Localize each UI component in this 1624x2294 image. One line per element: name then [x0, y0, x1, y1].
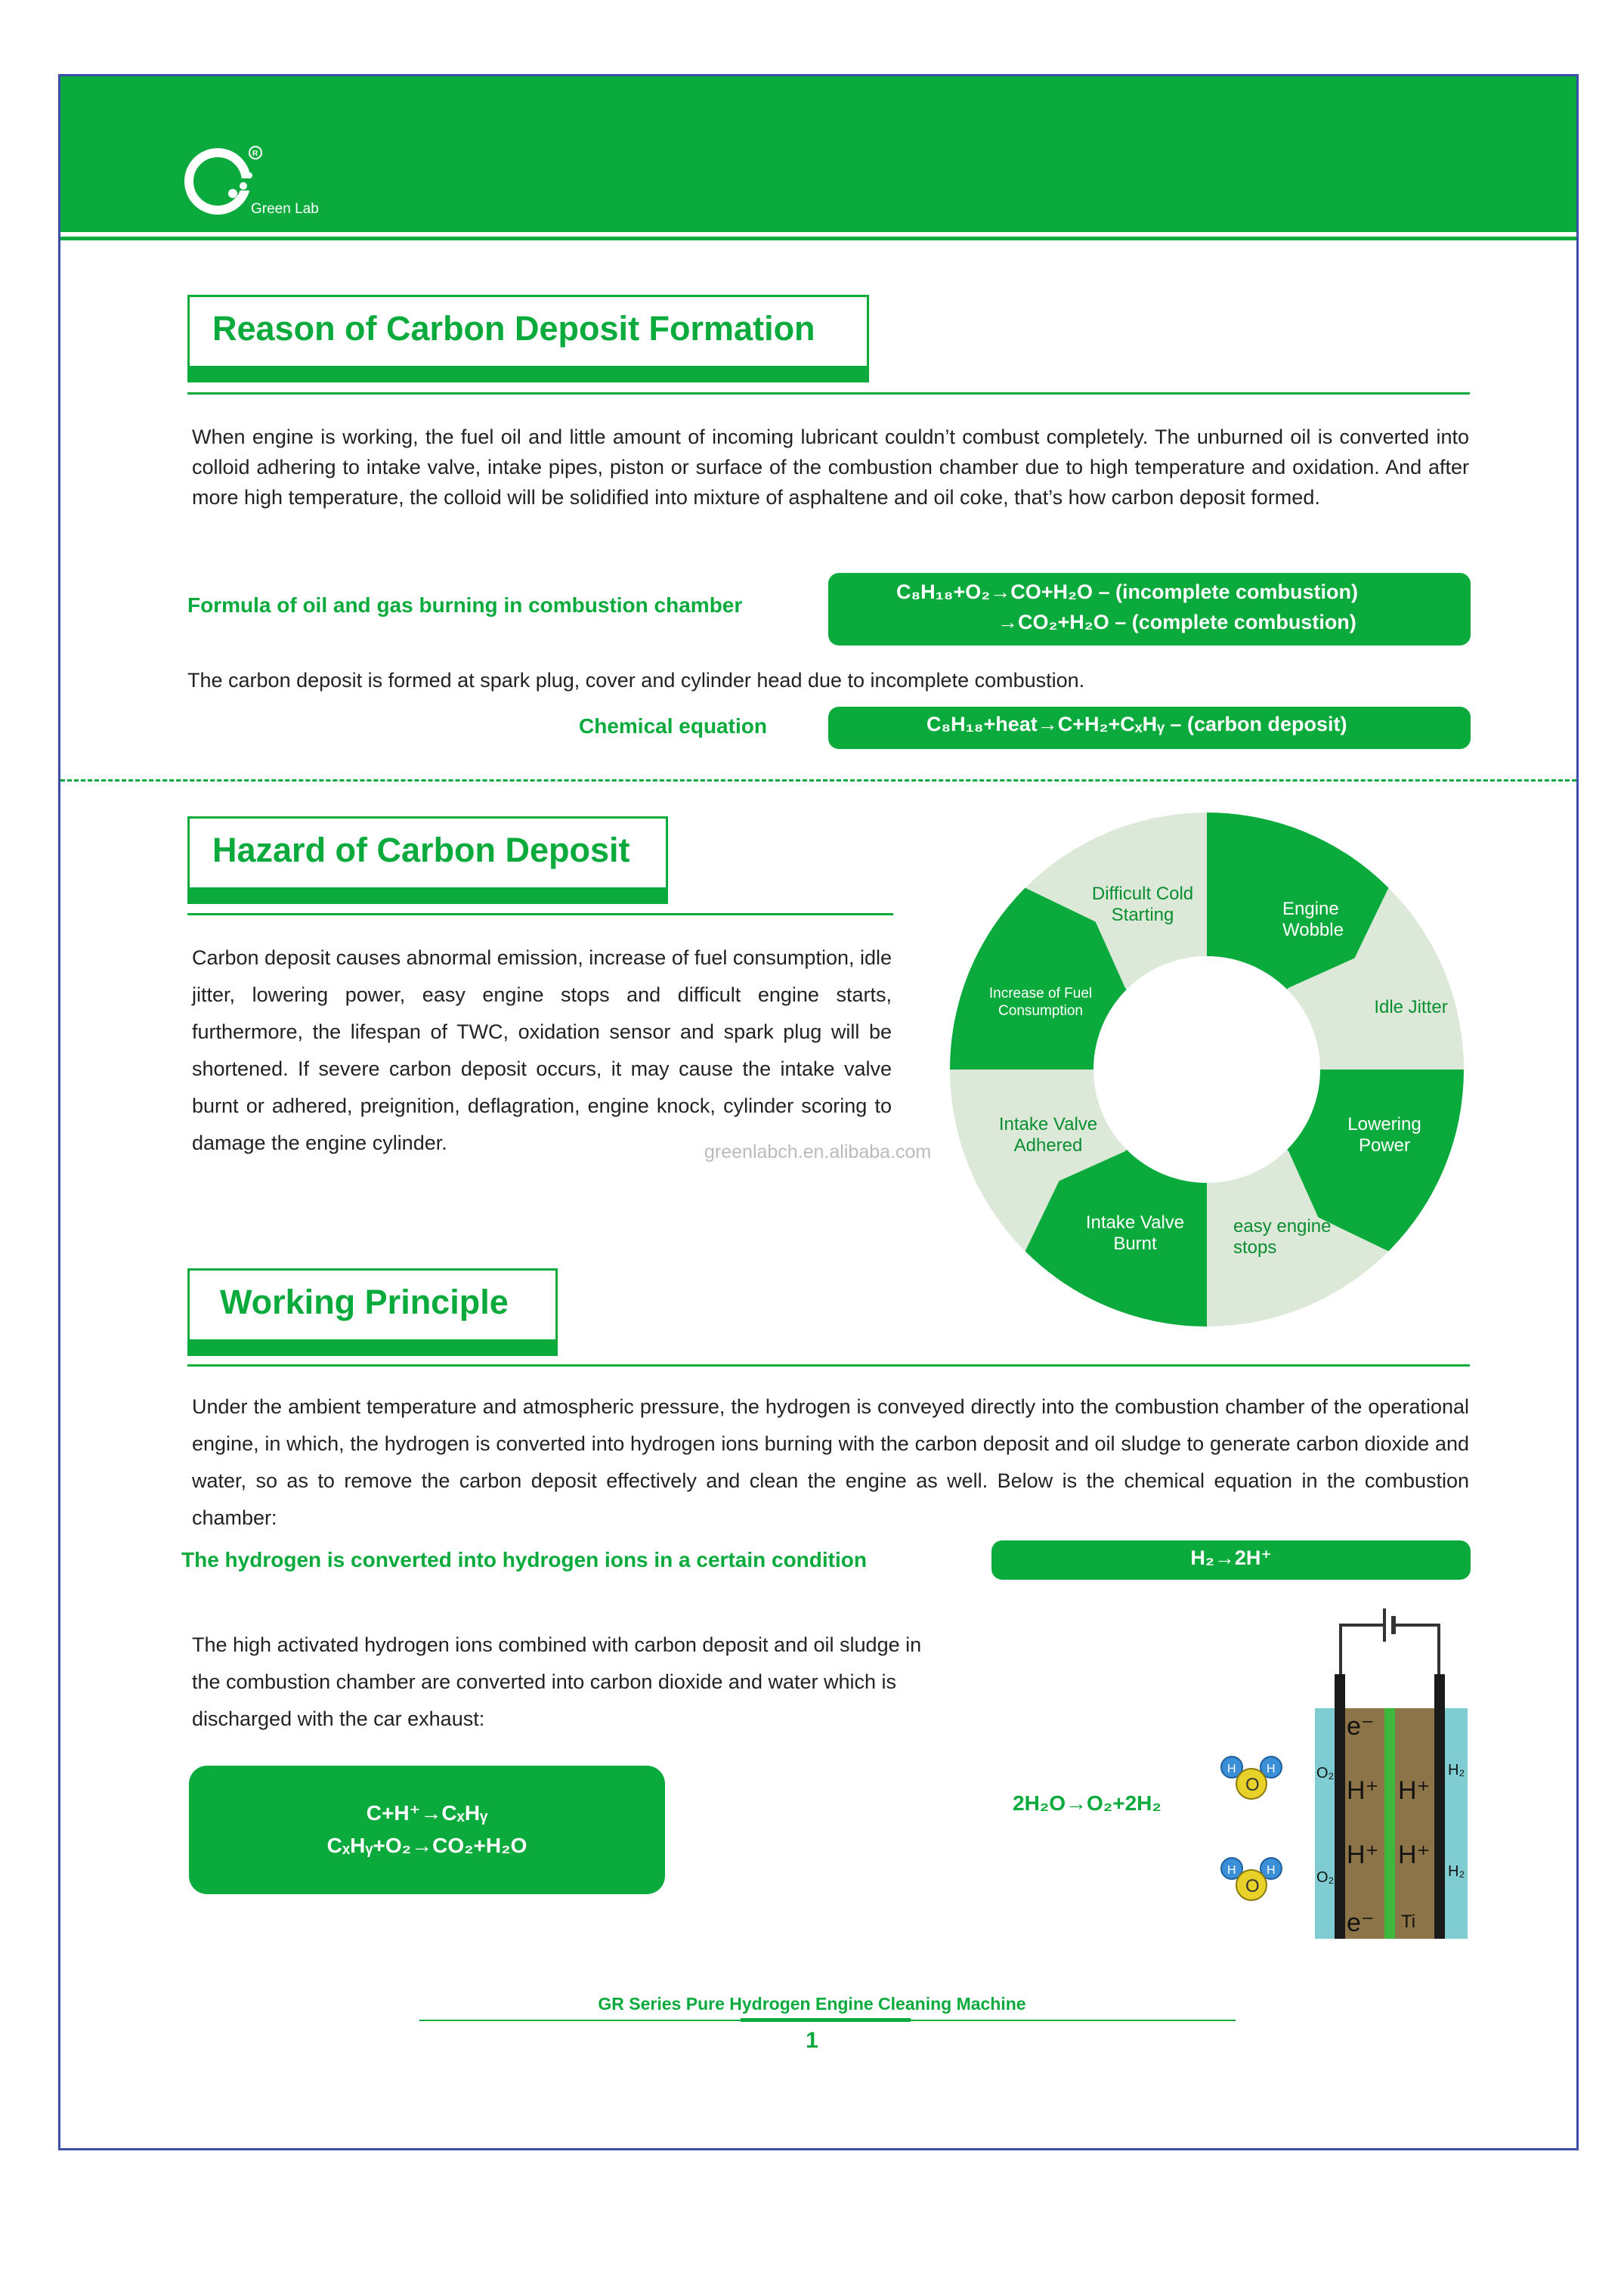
- logo-text: Green Lab: [251, 201, 319, 217]
- combustion-equation-box: [189, 1766, 665, 1894]
- wheel-label: Lowering: [1347, 1114, 1421, 1135]
- chemical-equation-label: Chemical equation: [579, 714, 767, 738]
- wheel-label: Consumption: [998, 1003, 1083, 1019]
- wheel-center: [1093, 956, 1320, 1183]
- wheel-label: Adhered: [1013, 1135, 1083, 1156]
- svg-text:H: H: [1227, 1763, 1236, 1775]
- diagram-hydrogen-2: H₂: [1448, 1863, 1465, 1880]
- header-underline: [60, 237, 1576, 240]
- svg-text:R: R: [252, 150, 258, 158]
- section-divider: [60, 779, 1576, 782]
- formula-line-2: →CO₂+H₂O – (complete combustion): [998, 611, 1356, 633]
- formula-box: [828, 573, 1471, 645]
- electrode-right: [1434, 1674, 1445, 1939]
- diagram-oxygen-1: O₂: [1316, 1765, 1335, 1782]
- electrode-left: [1335, 1674, 1345, 1939]
- combustion-equation-1: C+H⁺→CₓHᵧ: [366, 1801, 488, 1825]
- reason-title-text: Reason of Carbon Deposit Formation: [212, 309, 815, 348]
- wheel-label: Burnt: [1113, 1234, 1157, 1254]
- diagram-hydrogen-1: H₂: [1448, 1762, 1465, 1779]
- principle-paragraph-2: The high activated hydrogen ions combined with carbon deposit and oil sludge in the combustion chamber are converted into carbon dioxide and water which is discharged with the car exhaust:: [192, 1633, 922, 1730]
- chemical-equation-box: [828, 707, 1471, 749]
- diagram-electron-top: e⁻: [1347, 1712, 1375, 1741]
- footer-rule-accent: [741, 2018, 911, 2022]
- section-rule: [187, 392, 1470, 395]
- reason-paragraph: When engine is working, the fuel oil and little amount of incoming lubricant couldn’t combust completely. The unburned oil is converted into colloid adhering to intake valve, intake pipes, piston or surface of the combustion chamber due to high temperature and oxidation. And after more high temperature, the colloid will be solidified into mixture of asphaltene and oil coke, that’s how carbon deposit formed.: [192, 426, 1469, 509]
- section-title-reason: [187, 295, 869, 382]
- principle-paragraph: Under the ambient temperature and atmospheric pressure, the hydrogen is conveyed directly into the combustion chamber of the operational engine, in which, the hydrogen is converted into hydrogen ions burning with the carbon deposit and oil sludge to generate carbon dioxide and water, so as to remove the carbon deposit effectively and clean the engine as well. Below is the chemical equation in the combustion chamber:: [192, 1395, 1469, 1529]
- wheel-label: stops: [1233, 1237, 1277, 1258]
- diagram-ion-3: H⁺: [1347, 1840, 1379, 1869]
- hazard-wheel: [946, 809, 1468, 1330]
- hazard-title-text: Hazard of Carbon Deposit: [212, 831, 630, 869]
- diagram-titanium: Ti: [1401, 1912, 1416, 1932]
- title-bar: [187, 366, 869, 382]
- title-bar: [187, 1339, 558, 1356]
- water-molecule-icon: [1221, 1757, 1282, 1799]
- wheel-label: Intake Valve: [998, 1114, 1098, 1135]
- diagram-ion-2: H⁺: [1398, 1776, 1431, 1805]
- deposit-note: The carbon deposit is formed at spark plug, cover and cylinder head due to incomplete combustion.: [187, 669, 1085, 692]
- water-molecule-icon: [1221, 1858, 1282, 1900]
- title-bar: [187, 887, 668, 904]
- wheel-label: Difficult Cold: [1091, 884, 1194, 904]
- wheel-label: Wobble: [1282, 920, 1344, 940]
- svg-text:H: H: [1267, 1864, 1276, 1877]
- principle-title-text: Working Principle: [220, 1283, 509, 1321]
- diagram-ion-4: H⁺: [1398, 1840, 1431, 1869]
- diagram-ion-1: H⁺: [1347, 1776, 1379, 1805]
- hydrogen-ion-box: [991, 1540, 1471, 1580]
- wheel-label: easy engine: [1233, 1216, 1332, 1237]
- wheel-label: Power: [1358, 1135, 1411, 1156]
- wheel-label: Increase of Fuel: [988, 986, 1093, 1001]
- hydrogen-ion-label: The hydrogen is converted into hydrogen ions in a certain condition: [181, 1548, 867, 1571]
- electrolysis-diagram: [1217, 1602, 1474, 1950]
- section-title-principle: [187, 1268, 558, 1356]
- formula-line-1: C₈H₁₈+O₂→CO+H₂O – (incomplete combustion): [896, 580, 1359, 603]
- diagram-electron-bottom: e⁻: [1347, 1909, 1375, 1937]
- svg-text:O: O: [1245, 1876, 1260, 1896]
- formula-label: Formula of oil and gas burning in combustion chamber: [187, 593, 743, 617]
- watermark: greenlabch.en.alibaba.com: [704, 1141, 932, 1162]
- hydrogen-ion-equation: H₂→2H⁺: [1190, 1546, 1272, 1569]
- wheel-label: Idle Jitter: [1374, 997, 1448, 1017]
- combustion-equation-2: CₓHᵧ+O₂→CO₂+H₂O: [326, 1834, 527, 1857]
- section-rule: [187, 1364, 1470, 1367]
- svg-text:H: H: [1267, 1763, 1276, 1775]
- footer-title: GR Series Pure Hydrogen Engine Cleaning Machine: [598, 1994, 1026, 2014]
- wheel-label: Engine: [1282, 899, 1339, 919]
- wheel-label: Starting: [1111, 905, 1174, 925]
- chemical-equation-text: C₈H₁₈+heat→C+H₂+CₓHᵧ – (carbon deposit): [926, 713, 1347, 735]
- section-title-hazard: [187, 816, 668, 904]
- svg-text:H: H: [1227, 1864, 1236, 1877]
- hazard-paragraph: Carbon deposit causes abnormal emission, increase of fuel consumption, idle jitter, lowering power, easy engine stops and difficult engine starts, furthermore, the lifespan of TWC, oxidation sensor and spark plug will be shortened. If severe carbon deposit occurs, it may cause the intake valve burnt or adhered, preignition, deflagration, engine knock, cylinder scoring to damage the engine cylinder.: [192, 946, 892, 1154]
- section-rule: [187, 913, 893, 915]
- wheel-label: Intake Valve: [1085, 1212, 1185, 1233]
- diagram-oxygen-2: O₂: [1316, 1869, 1335, 1886]
- page-number: 1: [806, 2028, 818, 2053]
- svg-text:O: O: [1245, 1775, 1260, 1795]
- electrolysis-equation: 2H₂O→O₂+2H₂: [1013, 1791, 1162, 1815]
